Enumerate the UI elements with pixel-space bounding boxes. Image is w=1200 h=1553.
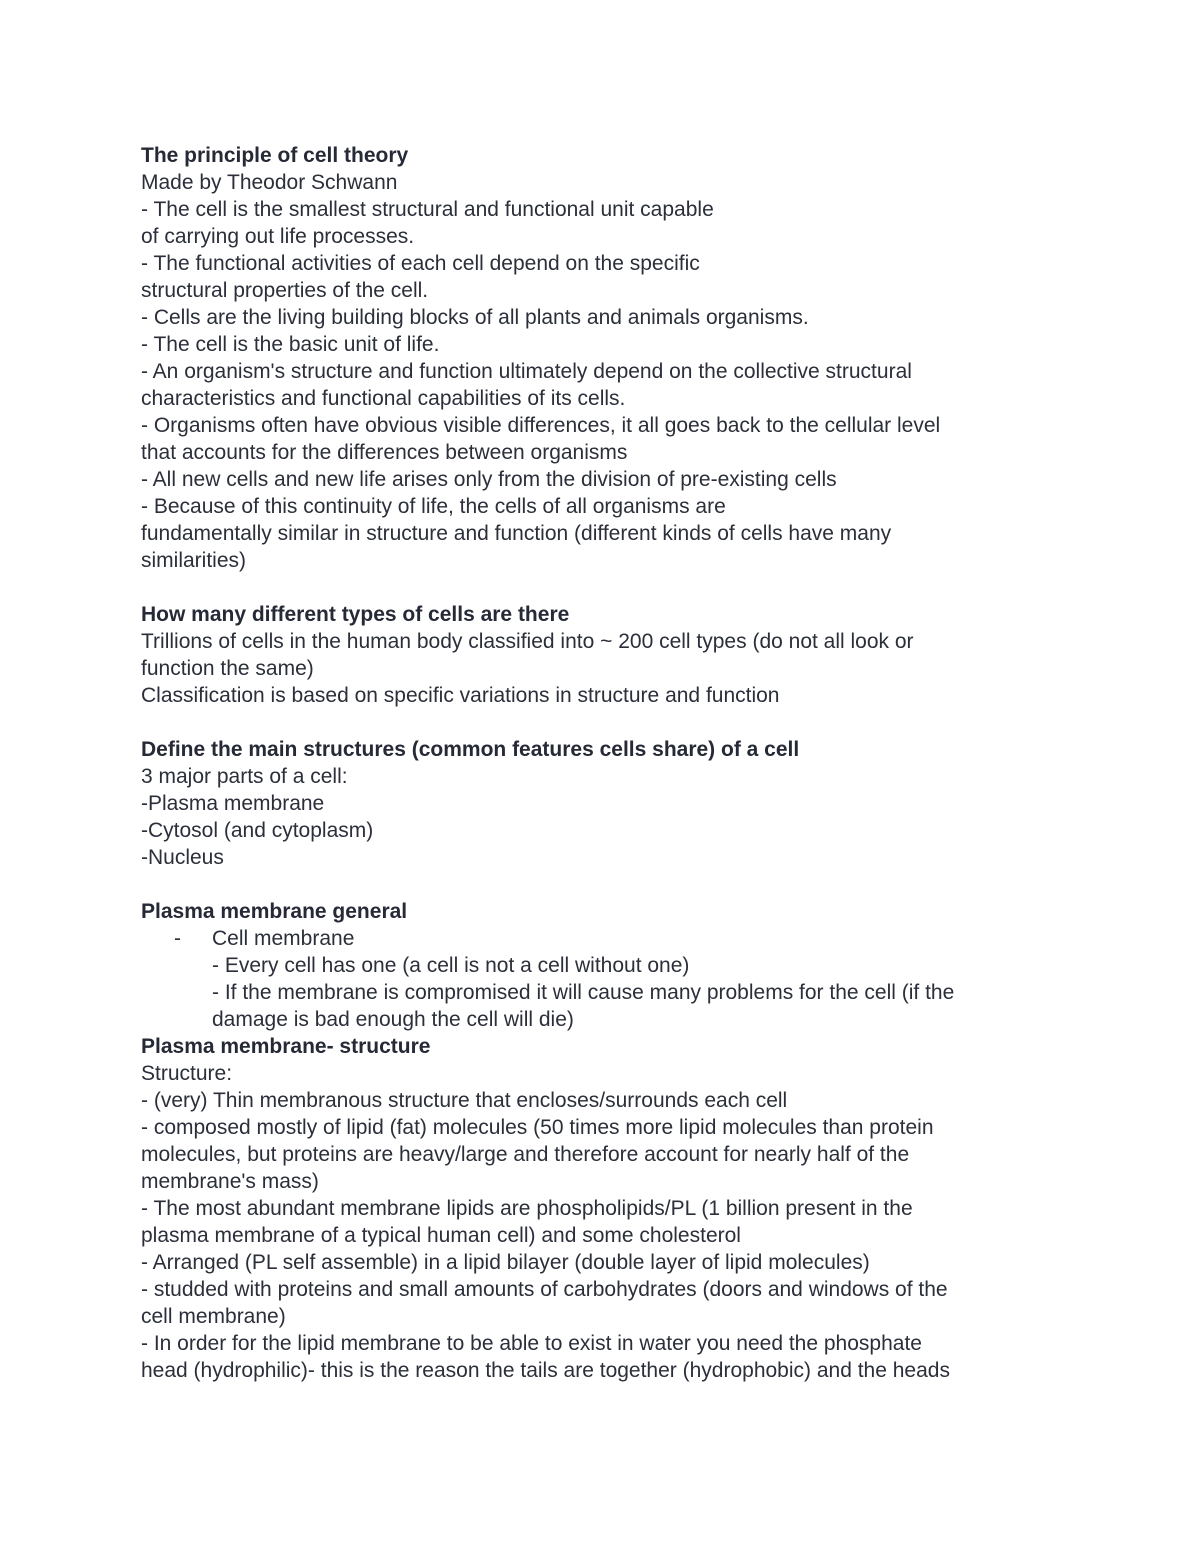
text-line: -Plasma membrane	[141, 792, 325, 815]
text-line: -Cytosol (and cytoplasm)	[141, 819, 374, 842]
text-line: - Because of this continuity of life, the cells of all organisms are	[141, 495, 726, 518]
paragraph-gap	[141, 574, 1141, 601]
heading-plasma-structure: Plasma membrane- structure	[141, 1035, 431, 1058]
text-line: characteristics and functional capabilities of its cells.	[141, 387, 626, 410]
text-line: - The most abundant membrane lipids are phospholipids/PL (1 billion present in the	[141, 1197, 913, 1220]
text-line: - studded with proteins and small amounts of carbohydrates (doors and windows of the	[141, 1278, 948, 1301]
text-line: fundamentally similar in structure and function (different kinds of cells have many	[141, 522, 892, 545]
paragraph-gap	[141, 871, 1141, 898]
heading-main-structures: Define the main structures (common features cells share) of a cell	[141, 738, 800, 761]
text-line: - Arranged (PL self assemble) in a lipid bilayer (double layer of lipid molecules)	[141, 1251, 870, 1274]
text-line: Made by Theodor Schwann	[141, 171, 398, 194]
heading-plasma-general: Plasma membrane general	[141, 900, 408, 923]
paragraph-gap	[141, 709, 1141, 736]
text-line: membrane's mass)	[141, 1170, 319, 1193]
text-line: Structure:	[141, 1062, 233, 1085]
list-item	[141, 925, 1141, 952]
text-line: 3 major parts of a cell:	[141, 765, 348, 788]
text-line: - Organisms often have obvious visible differences, it all goes back to the cellular level	[141, 414, 941, 437]
text-line: molecules, but proteins are heavy/large and therefore account for nearly half of the	[141, 1143, 910, 1166]
text-line: structural properties of the cell.	[141, 279, 429, 302]
bullet-dash: -	[174, 927, 181, 950]
text-line: - In order for the lipid membrane to be able to exist in water you need the phosphate	[141, 1332, 922, 1355]
text-line: head (hydrophilic)- this is the reason the tails are together (hydrophobic) and the heads	[141, 1359, 950, 1382]
text-line: - If the membrane is compromised it will cause many problems for the cell (if the	[212, 981, 955, 1004]
text-line: - The functional activities of each cell depend on the specific	[141, 252, 700, 275]
text-line: of carrying out life processes.	[141, 225, 415, 248]
text-line: function the same)	[141, 657, 314, 680]
text-line: that accounts for the differences between organisms	[141, 441, 628, 464]
text-line: - The cell is the smallest structural and functional unit capable	[141, 198, 714, 221]
list-item-text: Cell membrane	[212, 927, 355, 950]
text-line: - composed mostly of lipid (fat) molecules (50 times more lipid molecules than protein	[141, 1116, 934, 1139]
text-line: - Cells are the living building blocks of all plants and animals organisms.	[141, 306, 809, 329]
text-line: similarities)	[141, 549, 246, 572]
text-line: cell membrane)	[141, 1305, 286, 1328]
text-line: damage is bad enough the cell will die)	[212, 1008, 574, 1031]
document-page	[141, 142, 1141, 1384]
text-line: - All new cells and new life arises only from the division of pre-existing cells	[141, 468, 837, 491]
text-line: Trillions of cells in the human body classified into ~ 200 cell types (do not all look or	[141, 630, 914, 653]
text-line: Classification is based on specific variations in structure and function	[141, 684, 780, 707]
text-line: - (very) Thin membranous structure that encloses/surrounds each cell	[141, 1089, 788, 1112]
text-line: - An organism's structure and function ultimately depend on the collective structural	[141, 360, 912, 383]
heading-cell-theory: The principle of cell theory	[141, 144, 409, 167]
heading-cell-types: How many different types of cells are there	[141, 603, 570, 626]
text-line: - Every cell has one (a cell is not a cell without one)	[212, 954, 690, 977]
text-line: plasma membrane of a typical human cell) and some cholesterol	[141, 1224, 741, 1247]
text-line: -Nucleus	[141, 846, 224, 869]
text-line: - The cell is the basic unit of life.	[141, 333, 440, 356]
